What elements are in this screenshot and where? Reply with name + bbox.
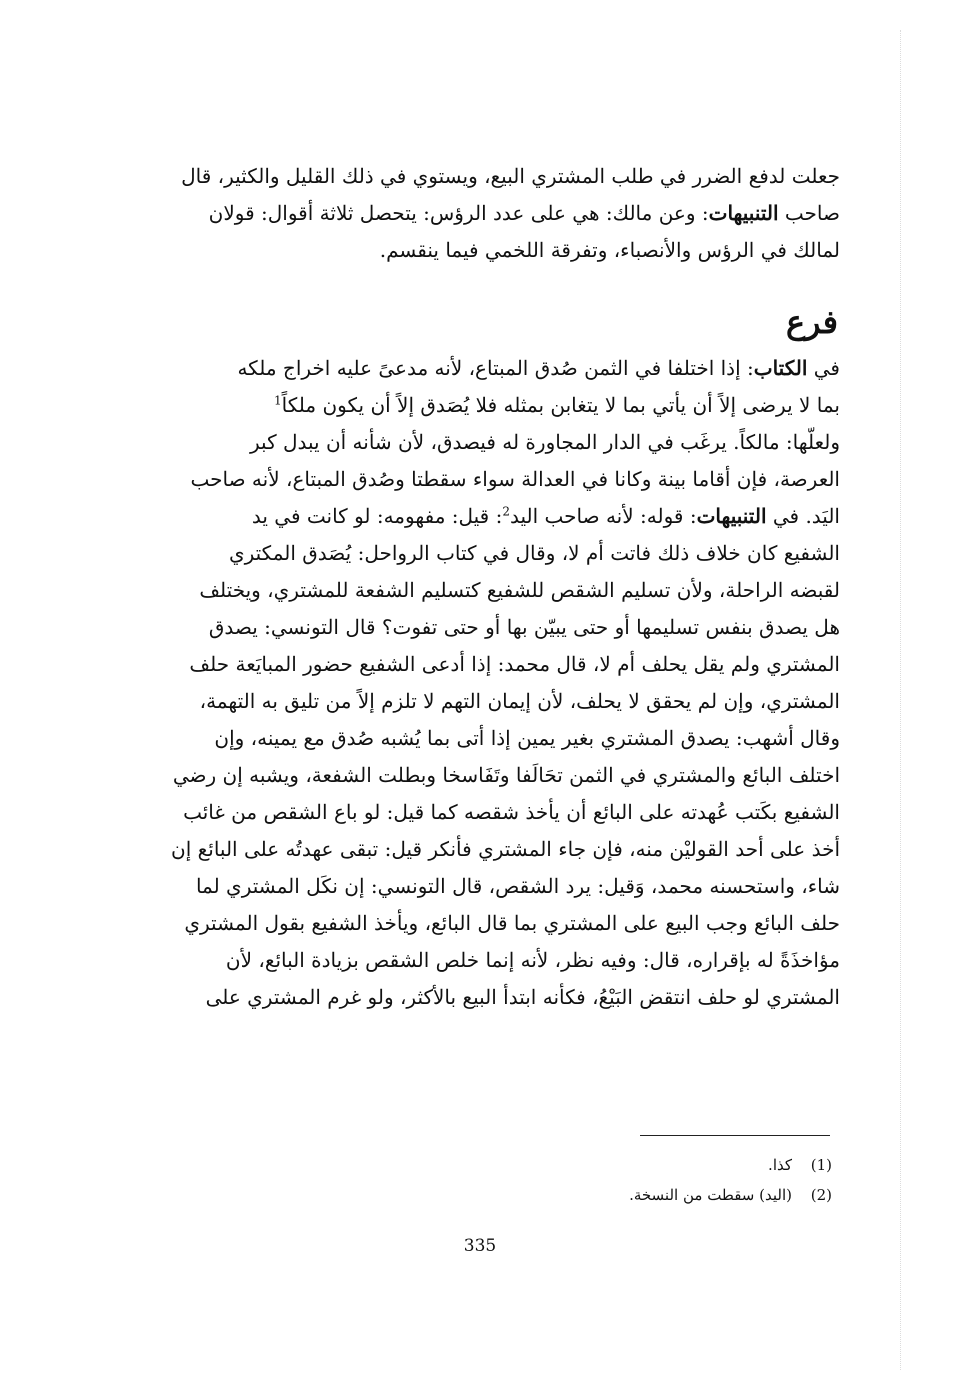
text-line: وقال أشهب: يصدق المشتري بغير يمين إذا أتى بما يُشبه صُدق مع يمينه، وإن — [214, 726, 840, 750]
text-segment: بما لا يرضى إلاً أن يأتي بما لا يتغابن بمثله فلا يُصَدق إلاً أن يكون ملكاً — [281, 393, 840, 417]
text-line: مؤاخذَةً له بإقراره، قال: وفيه نظر، لأنه إنما خلص الشقص بزيادة البائع، لأن — [225, 948, 840, 972]
text-line: هل يصدق بنفس تسليمها أو حتى يبيّن بها أو حتى تفوت؟ قال التونسي: يصدق — [208, 615, 840, 639]
text-segment: : قيل: مفهومه: لو كانت في يد — [251, 504, 503, 528]
text-line: لقبضه الراحلة، ولأن تسليم الشقص للشفيع كتسليم الشفعة للمشتري، ويختلف — [199, 578, 840, 602]
text-line: المشتري لو حلف انتقض البَيْعُ، فكأنه ابتدأ البيع بالأكثر، ولو غرم المشتري على — [205, 985, 840, 1009]
footnote-ref: 2 — [502, 504, 510, 519]
text-line: الشفيع كان خلاف ذلك فاتت أم لا، وقال في كتاب الرواحل: يُصَدق المكتري — [228, 541, 840, 565]
text-line: الشفيع بكَتب عُهدته على البائع أن يأخذ شقصه كما قيل: لو باع الشقص من غائب — [183, 800, 840, 824]
text-line: المشتري ولم يقل يحلف أم لا، قال محمد: إذا أدعى الشفيع حضور المبايَعة حلف — [189, 652, 840, 676]
bold-term: الكتاب — [753, 356, 808, 380]
footnote-number: (1) — [810, 1156, 832, 1174]
footnote-item — [480, 1150, 832, 1180]
text-line — [160, 498, 840, 535]
text-line: ولعلّها: مالكاً. يرغَب في الدار المجاورة له فيصدق، لأن شأنه أن يبدل كبر — [250, 430, 840, 454]
text-line: جعلت لدفع الضرر في طلب المشتري البيع، ويستوي في ذلك القليل والكثير، قال — [181, 164, 840, 188]
text-line — [160, 350, 840, 387]
page-number: 335 — [463, 1236, 497, 1256]
text-segment: صاحب — [778, 201, 840, 225]
footnote-text: (اليد) سقطت من النسخة. — [629, 1186, 792, 1204]
text-line: المشتري، وإن لم يحقق لا يحلف، لأن إيمان التهم لا تلزم إلاً من تليق به التهمة، — [199, 689, 840, 713]
main-paragraph — [160, 350, 840, 1016]
footnotes — [480, 1150, 832, 1210]
text-segment: اليَد. في — [766, 504, 840, 528]
text-line: العرصة، فإن أقاما بينة وكانا في العدالة سواء سقطتا وصُدق المبتاع، لأنه صاحب — [190, 467, 840, 491]
footnote-ref: 1 — [274, 393, 282, 408]
text-segment: : قوله: لأنه صاحب اليد — [509, 504, 697, 528]
top-paragraph — [160, 158, 840, 269]
text-segment: : وعن مالك: هي على عدد الرؤس: يتحصل ثلاثة أقوال: قولان — [208, 201, 709, 225]
margin-guide-line — [900, 30, 901, 1370]
footnote-separator — [640, 1135, 830, 1136]
text-segment: في — [807, 356, 840, 380]
footnote-number: (2) — [810, 1186, 832, 1204]
text-line: اختلف البائع والمشتري في الثمن تحَالَفا وتَفَاسخا وبطلت الشفعة، ويشبه إن رضي — [172, 763, 840, 787]
section-heading: فرع — [785, 303, 838, 341]
footnote-item — [480, 1180, 832, 1210]
bold-term: التنبيهات — [696, 504, 767, 528]
text-line — [160, 195, 840, 232]
text-line: أخذ على أحد القوليْن منه، فإن جاء المشتري فأنكر قيل: تبقى عهدتُه على البائع إن — [171, 837, 840, 861]
text-segment: : إذا اختلفا في الثمن صُدق المبتاع، لأنه مدعىً عليه اخراج ملكه — [237, 356, 754, 380]
text-line: شاء، واستحسنه محمد، وَقيل: يرد الشقص، قال التونسي: إن نكَل المشتري لما — [195, 874, 840, 898]
text-line: حلف البائع وجب البيع على المشتري بما قال البائع، ويأخذ الشفيع بقول المشتري — [184, 911, 840, 935]
footnote-text: كذا. — [768, 1156, 792, 1174]
bold-term: التنبيهات — [708, 201, 779, 225]
text-line — [160, 387, 840, 424]
text-line: لمالك في الرؤس والأنصباء، وتفرقة اللخمي فيما ينقسم. — [379, 238, 840, 262]
